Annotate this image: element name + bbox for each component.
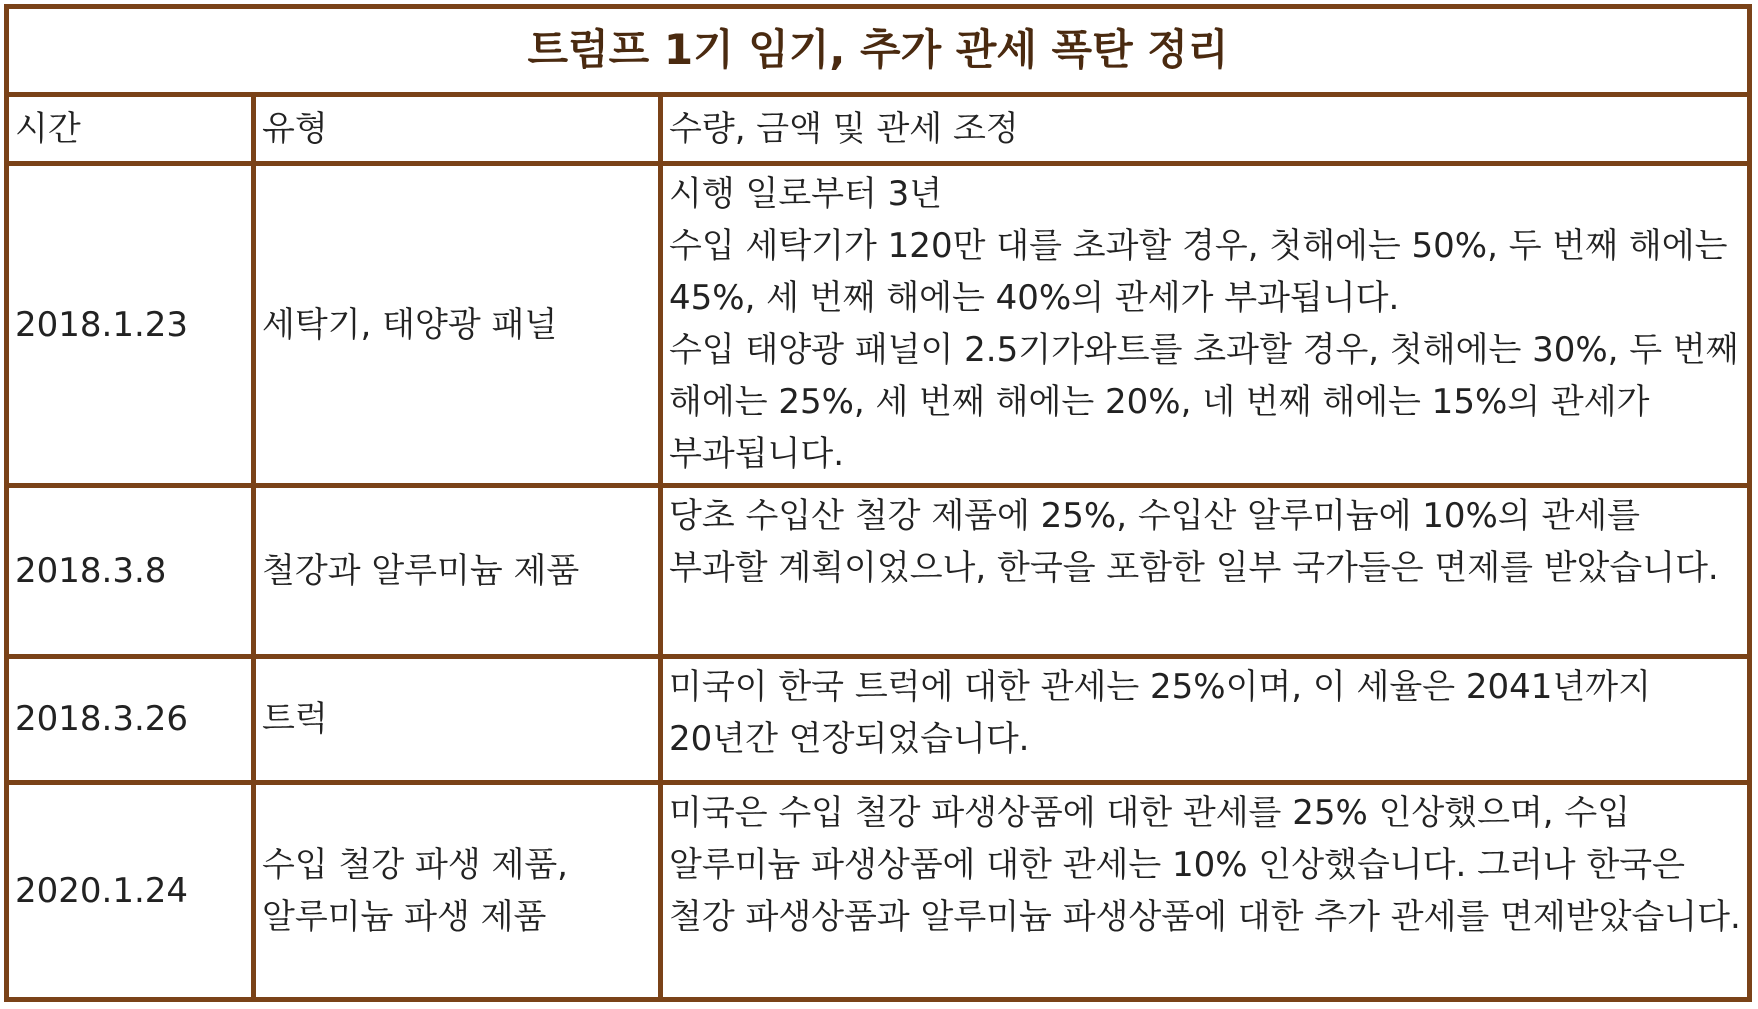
type-cell: 수입 철강 파생 제품, 알루미늄 파생 제품 [254,782,661,999]
detail-line: 미국은 수입 철강 파생상품에 대한 관세를 25% 인상했으며, 수입 알루미늄 파생상품에 대한 관세는 10% 인상했습니다. 그러나 한국은 철강 파생상품과 알루미늄 파생상품에 대한 추가 관세를 면제받았습니다. [669,792,1741,937]
date-cell: 2018.3.8 [7,486,254,657]
detail-line: 미국이 한국 트럭에 대한 관세는 25%이며, 이 세율은 2041년까지 20년간 연장되었습니다. [669,666,1651,759]
header-type: 유형 [254,94,661,164]
header-row [7,94,1750,164]
date-cell: 2020.1.24 [7,782,254,999]
title-row [7,7,1750,95]
table-title: 트럼프 1기 임기, 추가 관세 폭탄 정리 [7,7,1750,95]
detail-cell [661,656,1750,782]
detail-line: 시행 일로부터 3년 [669,174,943,215]
date-cell: 2018.1.23 [7,164,254,486]
detail-cell [661,486,1750,657]
header-time: 시간 [7,94,254,164]
table-row [7,782,1750,999]
table-row [7,486,1750,657]
type-cell: 트럭 [254,656,661,782]
table-row [7,656,1750,782]
header-detail: 수량, 금액 및 관세 조정 [661,94,1750,164]
type-cell: 세탁기, 태양광 패널 [254,164,661,486]
type-cell: 철강과 알루미늄 제품 [254,486,661,657]
table-row [7,164,1750,486]
detail-cell [661,164,1750,486]
detail-cell [661,782,1750,999]
detail-line: 당초 수입산 철강 제품에 25%, 수입산 알루미늄에 10%의 관세를 부과할 계획이었으나, 한국을 포함한 일부 국가들은 면제를 받았습니다. [669,496,1719,589]
tariff-table [4,4,1752,1002]
detail-line: 수입 세탁기가 120만 대를 초과할 경우, 첫해에는 50%, 두 번째 해에는 45%, 세 번째 해에는 40%의 관세가 부과됩니다. [669,226,1728,319]
detail-line: 수입 태양광 패널이 2.5기가와트를 초과할 경우, 첫해에는 30%, 두 번째 해에는 25%, 세 번째 해에는 20%, 네 번째 해에는 15%의 관세가 부과됩니다. [669,330,1739,475]
date-cell: 2018.3.26 [7,656,254,782]
